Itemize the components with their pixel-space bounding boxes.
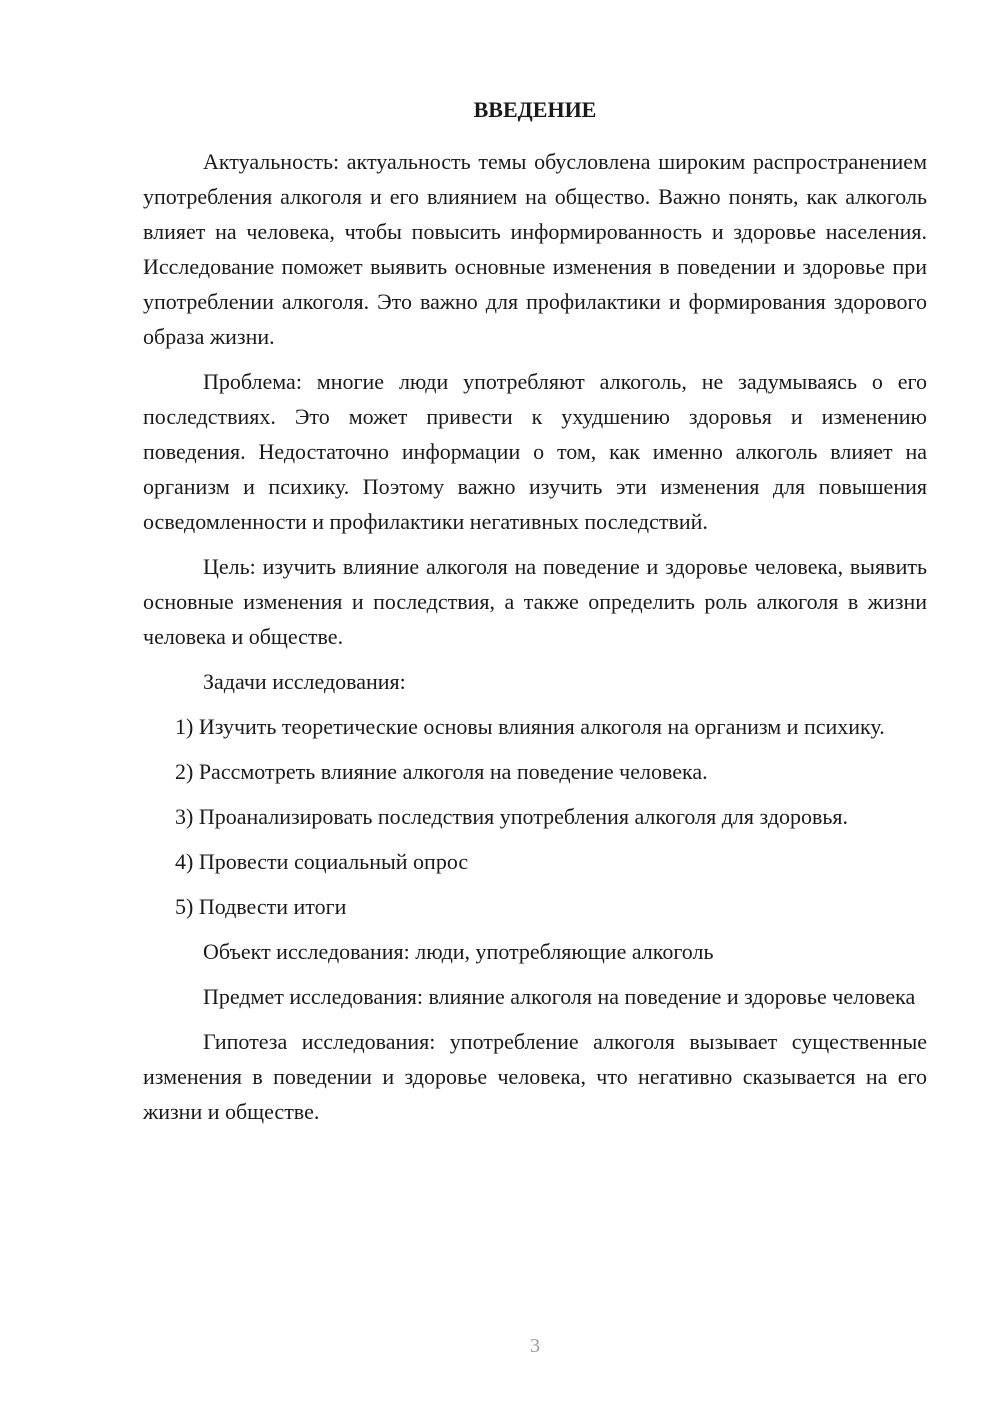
list-item: 5) Подвести итоги [175, 894, 347, 919]
page-number: 3 [530, 1335, 540, 1357]
document-body [143, 96, 927, 1129]
list-item: 3) Проанализировать последствия употребления алкоголя для здоровья. [175, 804, 849, 829]
paragraph-subject: Предмет исследования: влияние алкоголя на поведение и здоровье человека [203, 984, 916, 1009]
list-item: 4) Провести социальный опрос [175, 849, 469, 874]
paragraph-relevance: Актуальность: актуальность темы обусловлена широким распространением употребления алкоголя и его влиянием на общество. Важно понять, как алкоголь влияет на человека, чтобы повысить информированность и здоровье населения. Исследование поможет выявить основные изменения в поведении и здоровье при употреблении алкоголя. Это важно для профилактики и формирования здорового образа жизни. [143, 149, 927, 349]
tasks-heading: Задачи исследования: [203, 669, 406, 694]
page-title: ВВЕДЕНИЕ [473, 97, 597, 122]
list-item: 2) Рассмотреть влияние алкоголя на поведение человека. [175, 759, 708, 784]
paragraph-hypothesis: Гипотеза исследования: употребление алкоголя вызывает существенные изменения в поведении и здоровье человека, что негативно сказывается на его жизни и обществе. [143, 1029, 927, 1124]
paragraph-goal: Цель: изучить влияние алкоголя на поведение и здоровье человека, выявить основные изменения и последствия, а также определить роль алкоголя в жизни человека и обществе. [143, 554, 927, 649]
paragraph-problem: Проблема: многие люди употребляют алкоголь, не задумываясь о его последствиях. Это может привести к ухудшению здоровья и изменению поведения. Недостаточно информации о том, как именно алкоголь влияет на организм и психику. Поэтому важно изучить эти изменения для повышения осведомленности и профилактики негативных последствий. [143, 369, 927, 534]
list-item: 1) Изучить теоретические основы влияния алкоголя на организм и психику. [175, 714, 885, 739]
tasks-list [143, 709, 927, 924]
paragraph-object: Объект исследования: люди, употребляющие алкоголь [203, 939, 714, 964]
